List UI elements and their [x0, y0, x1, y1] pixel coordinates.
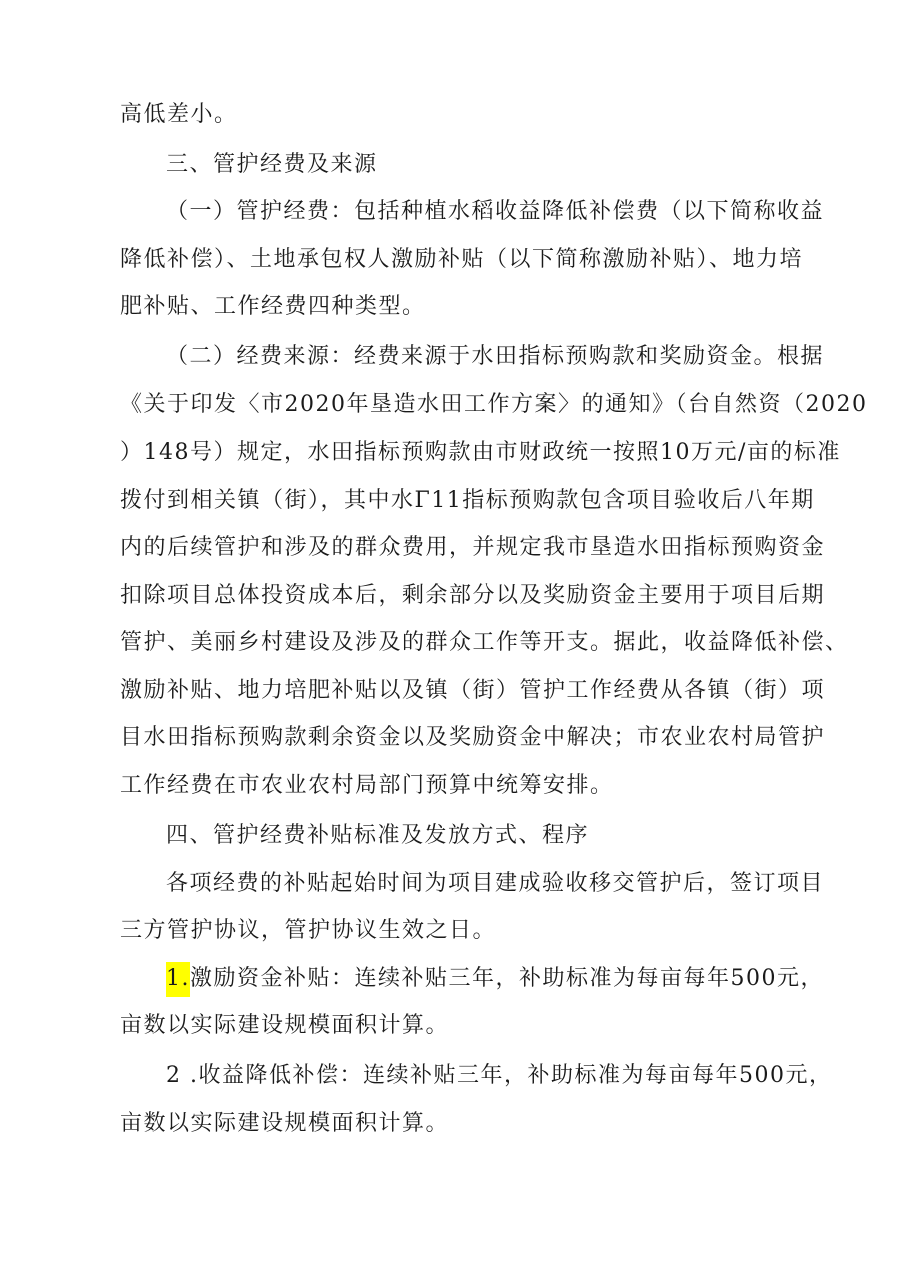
text-line: （二）经费来源：经费来源于水田指标预购款和奖励资金。根据	[166, 344, 825, 369]
text-line: 各项经费的补贴起始时间为项目建成验收移交管护后，签订项目	[166, 871, 825, 896]
text-line: 降低补偿）、土地承包权人激励补贴（以下简称激励补贴）、地力培	[120, 247, 804, 272]
text-line: 目水田指标预购款剩余资金以及奖励资金中解决；市农业农村局管护	[120, 725, 826, 750]
list-item-text: 激励资金补贴：连续补贴三年，补助标准为每亩每年500元，	[190, 966, 824, 991]
list-item-1	[166, 964, 824, 994]
text-line: 激励补贴、地力培肥补贴以及镇（街）管护工作经费从各镇（街）项	[120, 678, 826, 703]
text-line: 工作经费在市农业农村局部门预算中统筹安排。	[120, 773, 614, 798]
text-line: 肥补贴、工作经费四种类型。	[120, 294, 426, 319]
text-line: 内的后续管护和涉及的群众费用，并规定我市垦造水田指标预购资金	[120, 535, 826, 560]
text-line: 扣除项目总体投资成本后，剩余部分以及奖励资金主要用于项目后期	[120, 583, 826, 608]
text-line: 亩数以实际建设规模面积计算。	[120, 1111, 450, 1136]
text-line: （一）管护经费：包括种植水稻收益降低补偿费（以下简称收益	[166, 199, 825, 224]
text-line: 拨付到相关镇（街），其中水Γ11指标预购款包含项目验收后八年期	[120, 488, 815, 513]
text-line: 三方管护协议，管护协议生效之日。	[120, 918, 497, 943]
highlight-marker: 1.	[166, 962, 190, 997]
text-line: ）148号）规定，水田指标预购款由市财政统一按照10万元/亩的标准	[120, 440, 841, 465]
list-item-2: 2 .收益降低补偿：连续补贴三年，补助标准为每亩每年500元，	[166, 1063, 833, 1088]
text-line: 亩数以实际建设规模面积计算。	[120, 1013, 450, 1038]
section-heading: 四、管护经费补贴标准及发放方式、程序	[166, 823, 590, 848]
text-line: 《关于印发〈市2020年垦造水田工作方案〉的通知》（台自然资（2020	[120, 392, 868, 417]
text-line: 高低差小。	[120, 102, 238, 127]
section-heading: 三、管护经费及来源	[166, 152, 378, 177]
text-line: 管护、美丽乡村建设及涉及的群众工作等开支。据此，收益降低补偿、	[120, 630, 849, 655]
